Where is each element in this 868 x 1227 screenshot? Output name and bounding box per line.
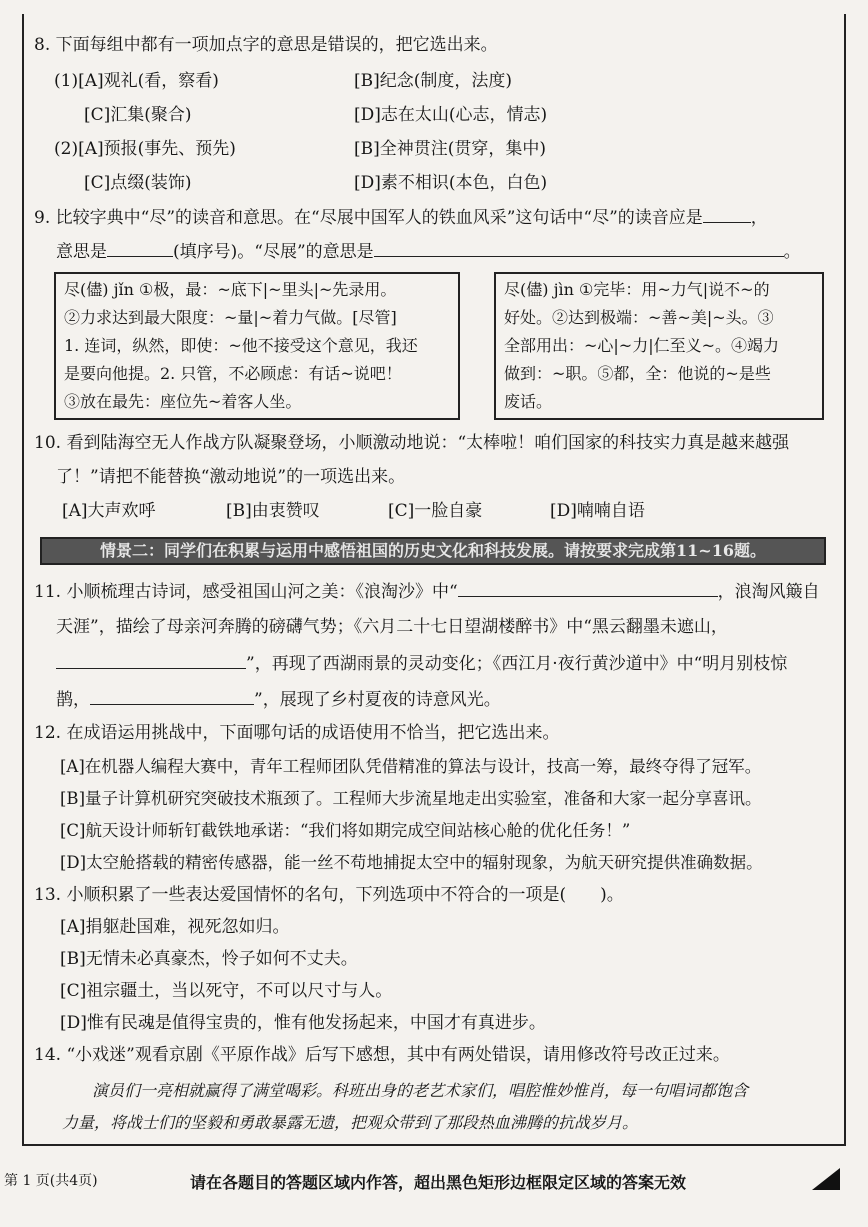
q9-jinzhan-blank[interactable] — [374, 240, 784, 257]
q10-option-c[interactable]: [C]一脸自豪 — [388, 501, 483, 521]
q13-option-b[interactable]: [B]无情未必真豪杰，怜子如何不丈夫。 — [60, 949, 358, 969]
q8-g2-option-d[interactable]: [D]素不相识(本色，白色) — [354, 173, 548, 193]
q11-line4: 鹊， ”，展现了乡村夏夜的诗意风光。 — [56, 690, 501, 710]
corner-triangle-icon — [812, 1168, 840, 1190]
q12-stem: 12. 在成语运用挑战中，下面哪句话的成语使用不恰当，把它选出来。 — [34, 723, 560, 743]
q8-g2-option-a[interactable]: (2)[A]预报(事先、预先) — [54, 139, 236, 159]
q13-option-a[interactable]: [A]捐躯赴国难，视死忽如归。 — [60, 917, 290, 937]
page-number: 第 1 页(共4页) — [4, 1173, 98, 1189]
q8-g1-option-d[interactable]: [D]志在太山(心志，情志) — [354, 105, 548, 125]
q13-stem: 13. 小顺积累了一些表达爱国情怀的名句，下列选项中不符合的一项是( )。 — [34, 885, 624, 905]
dict2-line: 好处。②达到极端：~善~美|~头。③ — [504, 308, 774, 327]
q12-option-c[interactable]: [C]航天设计师斩钉截铁地承诺：“我们将如期完成空间站核心舱的优化任务！” — [60, 821, 631, 840]
dictionary-entry-1 — [54, 272, 460, 420]
q8-g2-option-c[interactable]: [C]点缀(装饰) — [84, 173, 192, 193]
dict1-line: 是要向他提。2. 只管，不必顾虑：有话~说吧！ — [64, 364, 402, 383]
q8-g1-option-c[interactable]: [C]汇集(聚合) — [84, 105, 192, 125]
q9-stem-line1: 9. 比较字典中“尽”的读音和意思。在“尽展中国军人的铁血风采”这句话中“尽”的读音应是 ， — [34, 208, 768, 228]
q11-line1: 11. 小顺梳理古诗词，感受祖国山河之美：《浪淘沙》中“ ，浪淘风簸自 — [34, 582, 820, 602]
q14-stem: 14. “小戏迷”观看京剧《平原作战》后写下感想，其中有两处错误，请用修改符号改正过来。 — [34, 1045, 730, 1065]
q8-g2-option-b[interactable]: [B]全神贯注(贯穿，集中) — [354, 139, 547, 159]
answer-region-notice: 请在各题目的答题区域内作答，超出黑色矩形边框限定区域的答案无效 — [190, 1173, 687, 1192]
q8-g1-option-a[interactable]: (1)[A]观礼(看，察看) — [54, 71, 219, 91]
q14-passage-line1[interactable]: 演员们一亮相就赢得了满堂喝彩。科班出身的老艺术家们，唱腔惟妙惟肖，每一句唱词都饱含 — [92, 1081, 749, 1100]
q8-stem: 8. 下面每组中都有一项加点字的意思是错误的，把它选出来。 — [34, 35, 498, 55]
dict1-line: 1. 连词，纵然，即使：~他不接受这个意见，我还 — [64, 336, 418, 355]
dict2-line: 全部用出：~心|~力|仁至义~。④竭力 — [504, 336, 780, 355]
q11-line3: ”，再现了西湖雨景的灵动变化；《西江月·夜行黄沙道中》中“明月别枝惊 — [56, 652, 787, 675]
q10-option-b[interactable]: [B]由衷赞叹 — [226, 501, 320, 521]
dict2-line: 尽(儘) jìn ①完毕：用~力气|说不~的 — [504, 280, 770, 299]
dict1-line: ③放在最先：座位先~着客人坐。 — [64, 392, 302, 411]
q13-option-d[interactable]: [D]惟有民魂是值得宝贵的，惟有他发扬起来，中国才有真进步。 — [60, 1013, 546, 1033]
q10-option-a[interactable]: [A]大声欢呼 — [62, 501, 156, 521]
q12-option-b[interactable]: [B]量子计算机研究突破技术瓶颈了。工程师大步流星地走出实验室，准备和大家一起分享喜讯。 — [60, 789, 762, 808]
q9-stem-line2: 意思是 (填序号)。“尽展”的意思是 。 — [56, 242, 801, 262]
q14-passage-line2[interactable]: 力量，将战士们的坚毅和勇敢暴露无遗，把观众带到了那段热血沸腾的抗战岁月。 — [62, 1113, 639, 1132]
q8-g1-option-b[interactable]: [B]纪念(制度，法度) — [354, 71, 513, 91]
q13-option-c[interactable]: [C]祖宗疆土，当以死守，不可以尺寸与人。 — [60, 981, 393, 1001]
q10-stem-line1: 10. 看到陆海空无人作战方队凝聚登场，小顺激动地说：“太棒啦！咱们国家的科技实力真是越来越强 — [34, 433, 790, 453]
q11-blank-2[interactable] — [56, 652, 246, 669]
q11-blank-3[interactable] — [90, 688, 254, 705]
dict1-line: 尽(儘) jǐn ①极，最：~底下|~里头|~先录用。 — [64, 280, 397, 299]
q9-pinyin-blank[interactable] — [703, 206, 751, 223]
dict2-line: 废话。 — [504, 392, 553, 411]
q12-option-a[interactable]: [A]在机器人编程大赛中，青年工程师团队凭借精准的算法与设计，技高一筹，最终夺得了冠军。 — [60, 757, 762, 776]
q11-line2: 天涯”，描绘了母亲河奔腾的磅礴气势；《六月二十七日望湖楼醉书》中“黑云翻墨未遮山， — [56, 617, 728, 637]
q11-blank-1[interactable] — [458, 580, 718, 597]
q10-option-d[interactable]: [D]喃喃自语 — [550, 501, 645, 521]
q9-meaning-blank[interactable] — [107, 240, 173, 257]
dictionary-entry-2 — [494, 272, 824, 420]
q10-stem-line2: 了！”请把不能替换“激动地说”的一项选出来。 — [56, 467, 406, 487]
q12-option-d[interactable]: [D]太空舱搭载的精密传感器，能一丝不苟地捕捉太空中的辐射现象，为航天研究提供准确数据。 — [60, 853, 763, 872]
dict2-line: 做到：~职。⑤都，全：他说的~是些 — [504, 364, 771, 383]
section-banner: 情景二：同学们在积累与运用中感悟祖国的历史文化和科技发展。请按要求完成第11~16题。 — [40, 537, 826, 565]
dict1-line: ②力求达到最大限度：~量|~着力气做。[尽管] — [64, 308, 397, 327]
